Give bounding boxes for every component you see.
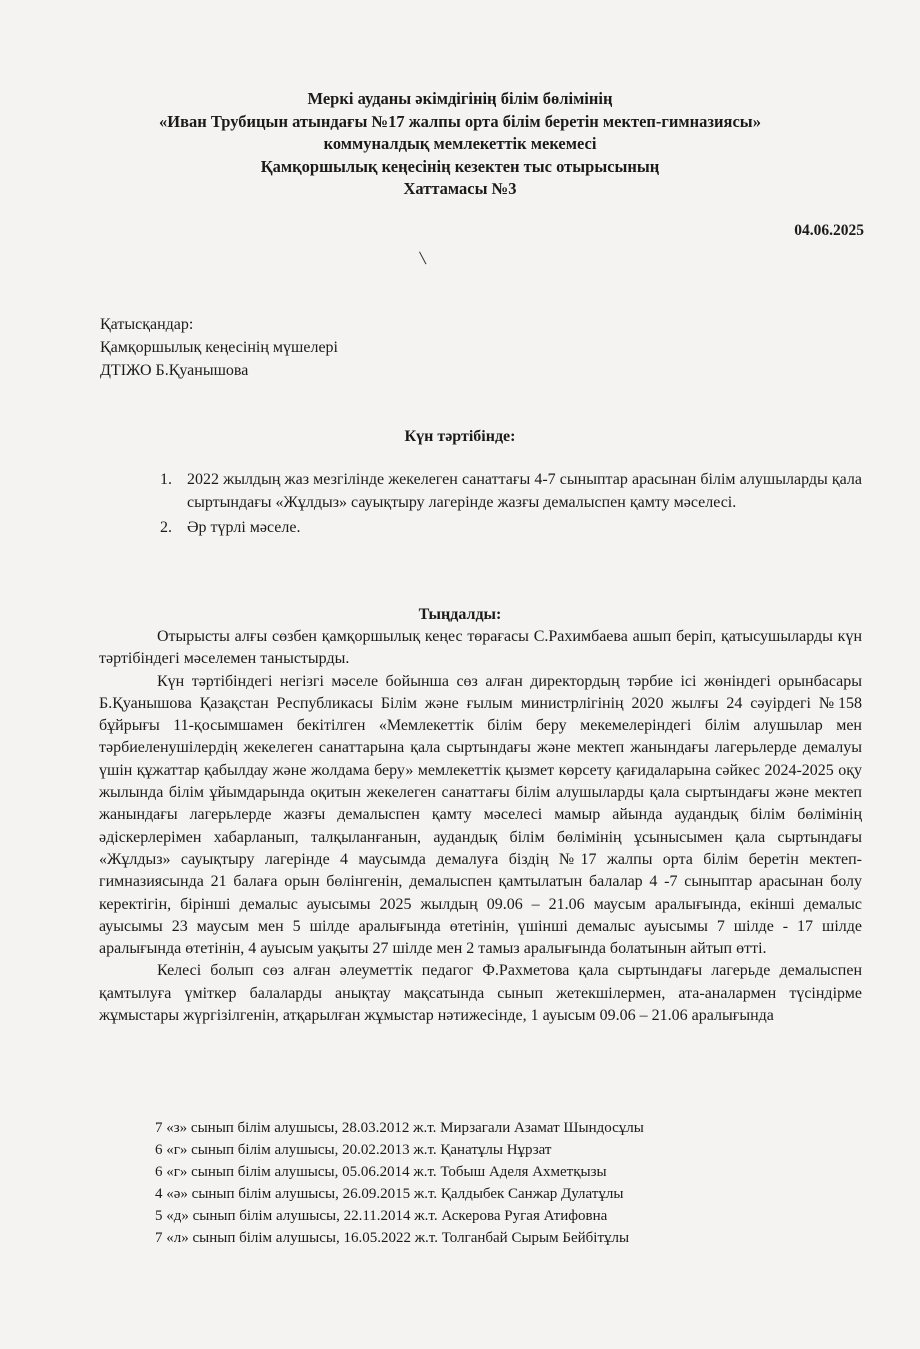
agenda-item-number: 1. xyxy=(160,471,172,488)
student-entry: 6 «г» сынып білім алушысы, 05.06.2014 ж.т. Тобыш Аделя Ахметқызы xyxy=(155,1164,607,1180)
student-list xyxy=(155,1117,644,1249)
agenda-item xyxy=(160,468,862,514)
header-institution-type: коммуналдық мемлекеттік мекемесі xyxy=(323,134,597,153)
agenda-item xyxy=(160,516,862,539)
header-protocol-number: Хаттамасы №3 xyxy=(403,179,517,198)
participants-person: ДТІЖО Б.Қуанышова xyxy=(100,362,249,379)
paragraph-main-report: Күн тәртібіндегі негізгі мәселе бойынша сөз алған директордың тәрбие ісі жөніндегі орынбасары Б.Қуанышова Қазақстан Республикасы Білім және ғылым министрлігінің 2020 жылғы 24 сәуірдегі №158 бұйрығы 11-қосымшамен бекітілген «Мемлекеттік білім беру мекемелеріндегі білім алушылар мен тәрбиеленушілердің жекелеген санаттарына қала сыртындағы және мектеп жанындағы лагерьлерде демалуы үшін құжаттар қабылдау және жолдама беру» мемлекеттік қызмет көрсету қағидаларына сәйкес 2024-2025 оқу жылында білім ұйымдарында оқитын жекелеген санаттағы білім алушыларды қала сыртындағы және мектеп жанындағы лагерьлерде жазғы демалыспен қамту мәселесі мамыр айында аудандық білім бөлімінің әдіскерлерімен хабарланып, талқыланғанын, аудандық білім бөлімінің ұсынысымен қала сыртындағы «Жұлдыз» сауықтыру лагерінде 4 маусымда демалуға біздің №17 жалпы орта білім беретін мектеп-гимназиясында 21 балаға орын бөлінгенін, демалыспен қамтылатын балалар 4 -7 сыныптар арасынан болу керектігін, бірінші демалыс ауысымы 2025 жылдың 09.06 – 21.06 маусым аралығында, екінші демалыс ауысымы 23 маусым мен 5 шілде аралығында өтетінін, үшінші демалыс ауысымы 7 шілде - 17 шілде аралығында өтетінін, 4 ауысым уақыты 27 шілде мен 2 тамыз аралығында болатынын айтып өтті. xyxy=(99,672,862,958)
header-department: Меркі ауданы әкімдігінің білім бөлімінің xyxy=(307,89,613,108)
student-entry: 7 «з» сынып білім алушысы, 28.03.2012 ж.т. Мирзагали Азамат Шындосұлы xyxy=(155,1120,644,1136)
document-date: 04.06.2025 xyxy=(794,222,864,239)
participants-label: Қатысқандар: xyxy=(100,316,194,333)
header-meeting-type: Қамқоршылық кеңесінің кезектен тыс отырысының xyxy=(260,156,660,176)
agenda-title: Күн тәртібінде: xyxy=(404,428,516,445)
agenda-item-text: 2022 жылдың жаз мезгілінде жекелеген санаттағы 4-7 сыныптар арасынан білім алушыларды қала сыртындағы «Жұлдыз» сауықтыру лагерінде жазғы демалыспен қамту мәселесі. xyxy=(187,471,862,511)
student-entry: 5 «д» сынып білім алушысы, 22.11.2014 ж.т. Аскерова Ругая Атифовна xyxy=(155,1208,608,1224)
participants-block xyxy=(100,313,338,382)
agenda-list xyxy=(160,468,862,541)
participants-members: Қамқоршылық кеңесінің мүшелері xyxy=(100,339,338,356)
document-header xyxy=(0,88,920,201)
listened-title: Тыңдалды: xyxy=(418,606,502,623)
agenda-item-text: Әр түрлі мәселе. xyxy=(187,519,301,536)
student-entry: 7 «л» сынып білім алушысы, 16.05.2022 ж.т. Толганбай Сырым Бейбітұлы xyxy=(155,1230,630,1246)
student-entry: 6 «г» сынып білім алушысы, 20.02.2013 ж.т. Қанатұлы Нұрзат xyxy=(155,1142,552,1158)
paragraph-opening: Отырысты алғы сөзбен қамқоршылық кеңес төрағасы С.Рахимбаева ашып беріп, қатысушыларды күн тәртібіндегі мәселемен таныстырды. xyxy=(99,628,862,668)
minutes-body xyxy=(99,626,862,1027)
pen-mark xyxy=(419,250,430,265)
agenda-item-number: 2. xyxy=(160,519,172,536)
header-school-name: «Иван Трубицын атындағы №17 жалпы орта білім беретін мектеп-гимназиясы» xyxy=(159,111,761,131)
student-entry: 4 «ә» сынып білім алушысы, 26.09.2015 ж.т. Қалдыбек Санжар Дулатұлы xyxy=(155,1186,624,1202)
paragraph-social-pedagogue: Келесі болып сөз алған әлеуметтік педагог Ф.Рахметова қала сыртындағы лагерьде демалыспен қамтылуға үміткер балаларды анықтау мақсатында сынып жетекшілермен, ата-аналармен түсіндірме жұмыстары жүргізілгенін, атқарылған жұмыстар нәтижесінде, 1 ауысым 09.06 – 21.06 аралығында xyxy=(99,962,862,1025)
